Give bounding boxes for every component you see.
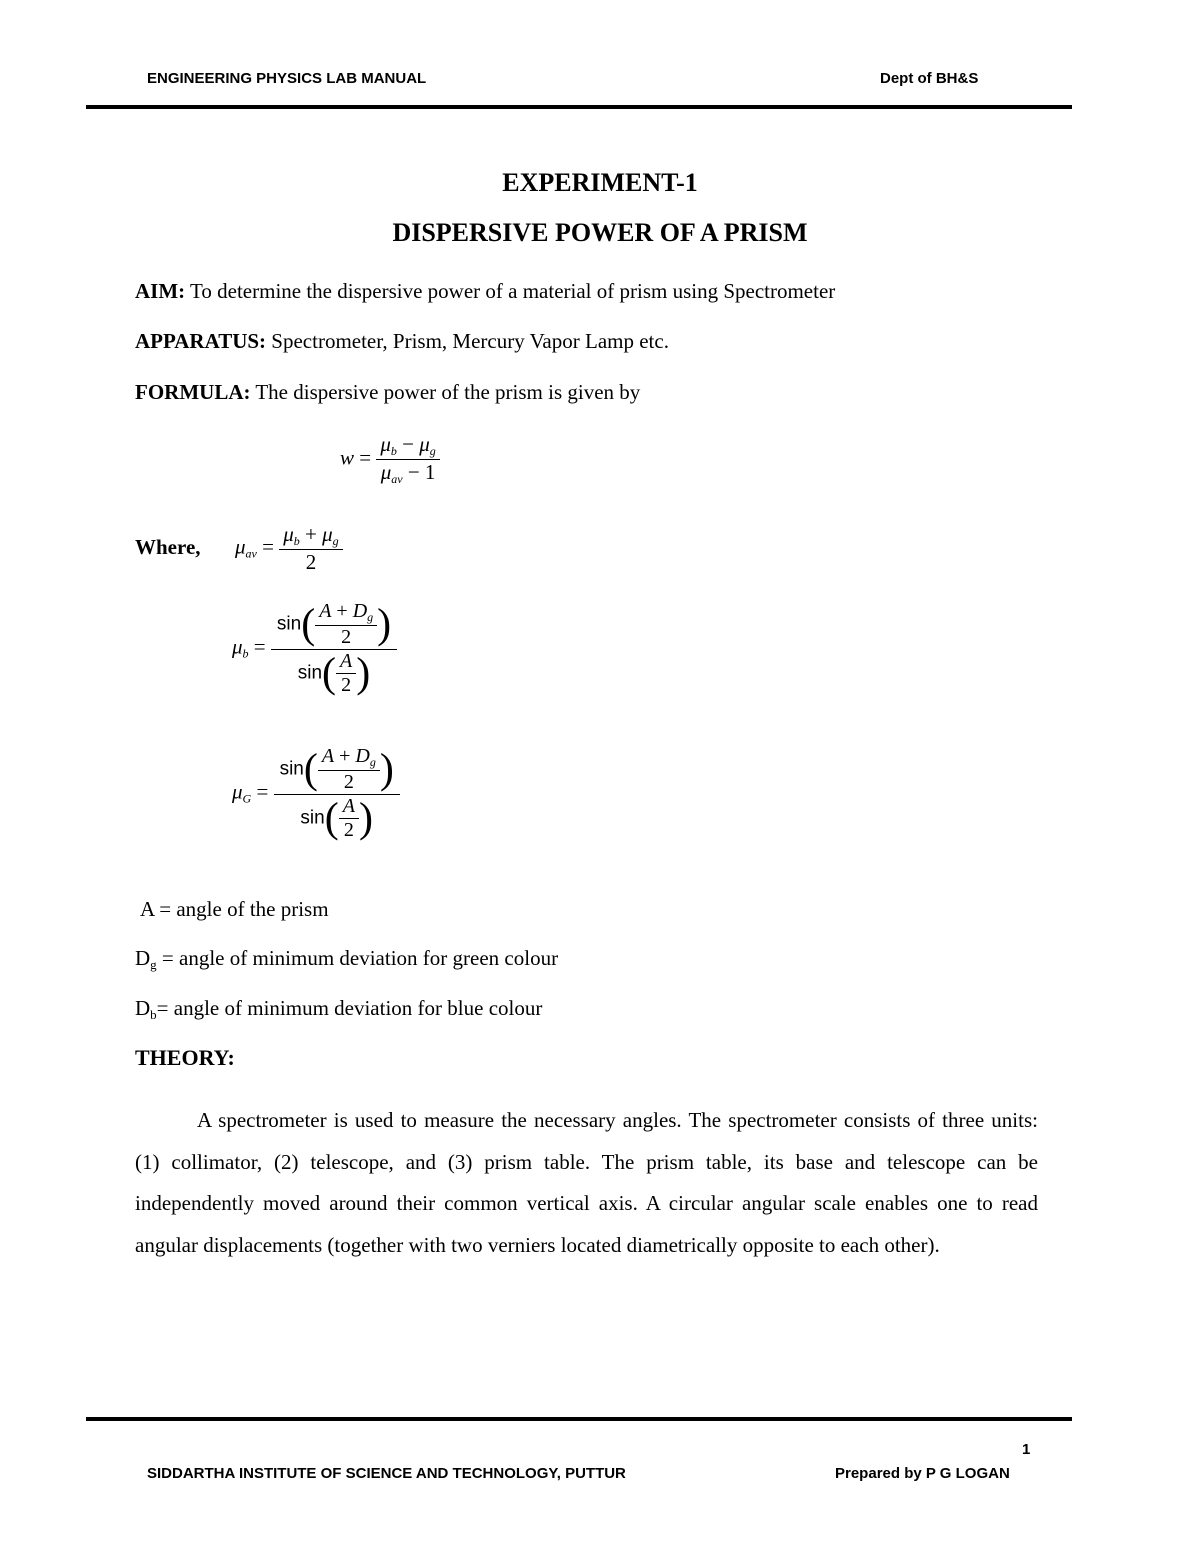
definition-dg bbox=[135, 946, 558, 973]
dg-symbol: D bbox=[135, 946, 151, 970]
dg-text: = angle of minimum deviation for green colour bbox=[161, 946, 559, 970]
db-symbol: D bbox=[135, 996, 151, 1020]
dg-subscript: g bbox=[150, 957, 157, 972]
theory-paragraph bbox=[135, 1100, 1038, 1266]
formula-label: FORMULA: bbox=[135, 380, 251, 404]
where-label: Where, bbox=[135, 535, 201, 559]
apparatus-label: APPARATUS: bbox=[135, 329, 267, 353]
apparatus-text: Spectrometer, Prism, Mercury Vapor Lamp etc. bbox=[271, 329, 669, 353]
formula-line bbox=[135, 380, 640, 405]
footer-rule bbox=[86, 1417, 1072, 1421]
experiment-title: EXPERIMENT-1 bbox=[502, 168, 698, 197]
aim-text: To determine the dispersive power of a material of prism using Spectrometer bbox=[190, 279, 836, 303]
db-subscript: b bbox=[150, 1007, 157, 1022]
apparatus-line bbox=[135, 329, 669, 354]
mu-green-equation: $\mu_G$ = sin( $\frac{A + D_g}{2}$ ) sin( $\frac{A}{2}$ ) bbox=[232, 745, 400, 842]
theory-text: A spectrometer is used to measure the necessary angles. The spectrometer consists of three units: (1) collimator, (2) telescope, and (3) prism table. The prism table, its base and telescope can be independently moved around their common vertical axis. A circular angular scale enables one to read angular displacements (together with two verniers located diametrically opposite to each other). bbox=[135, 1108, 1038, 1257]
aim-line bbox=[135, 279, 835, 304]
experiment-subtitle: DISPERSIVE POWER OF A PRISM bbox=[392, 218, 808, 247]
header-title: ENGINEERING PHYSICS LAB MANUAL bbox=[147, 70, 427, 87]
footer-author: Prepared by P G LOGAN bbox=[835, 1465, 1010, 1482]
mu-blue-equation: $\mu_b$ = sin( $\frac{A + D_g}{2}$ ) sin( $\frac{A}{2}$ ) bbox=[232, 600, 397, 697]
formula-text: The dispersive power of the prism is given by bbox=[255, 380, 641, 404]
footer-institute: SIDDARTHA INSTITUTE OF SCIENCE AND TECHNOLOGY, PUTTUR bbox=[147, 1465, 626, 1482]
header-rule bbox=[86, 105, 1072, 109]
page-number: 1 bbox=[1022, 1441, 1031, 1458]
theory-heading: THEORY: bbox=[135, 1045, 235, 1070]
definition-angle-prism: A = angle of the prism bbox=[140, 897, 329, 921]
definition-db bbox=[135, 996, 542, 1023]
dispersive-power-equation: w = $\frac{\mu_b - \mu_g}{\mu_{av} - 1}$ bbox=[340, 432, 440, 487]
aim-label: AIM: bbox=[135, 279, 186, 303]
mu-average-equation: $\mu_{av}$ = $\frac{\mu_b + \mu_g}{2}$ bbox=[235, 522, 343, 575]
db-text: = angle of minimum deviation for blue colour bbox=[156, 996, 543, 1020]
header-dept: Dept of BH&S bbox=[880, 70, 979, 87]
